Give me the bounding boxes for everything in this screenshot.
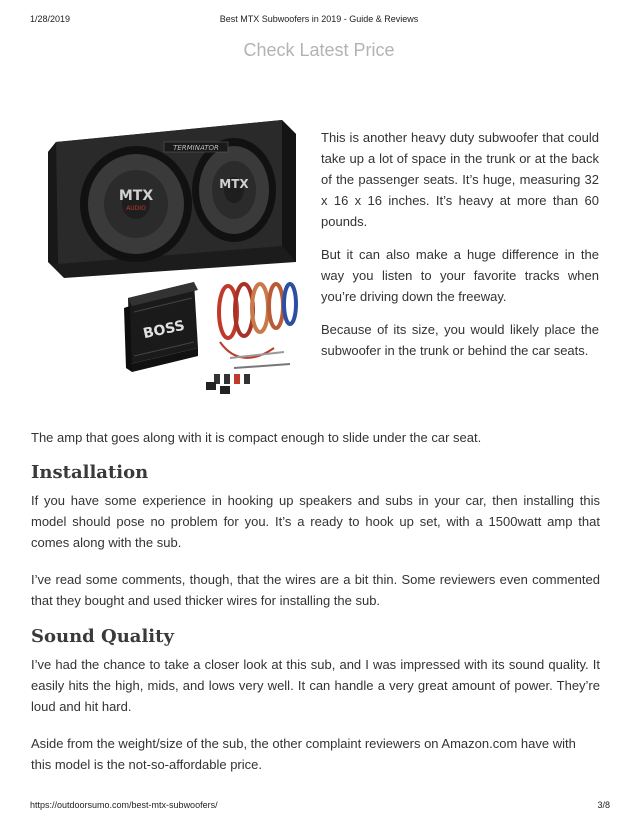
product-description (321, 127, 599, 373)
sound-quality-heading: Sound Quality (31, 626, 174, 647)
description-paragraph: Because of its size, you would likely place the subwoofer in the trunk or behind the car seats. (321, 322, 599, 358)
installation-text: If you have some experience in hooking up speakers and subs in your car, then installing this model should pose no problem for you. It’s a ready to hook up set, with a 1500watt amp that comes along with the sub. (31, 493, 600, 550)
sound-quality-text: I’ve had the chance to take a closer look at this sub, and I was impressed with its sound quality. It easily hits the high, mids, and lows very well. It can handle a very great amount of power. They’re loud and hit hard. (31, 657, 600, 714)
sound-quality-paragraph-1 (31, 654, 600, 717)
installation-paragraph-2 (31, 569, 600, 611)
product-image (34, 112, 304, 398)
installation-heading: Installation (31, 462, 149, 483)
description-paragraph: This is another heavy duty subwoofer that could take up a lot of space in the trunk or at the back of the passenger seats. It’s huge, measuring 32 x 16 x 16 inches. It’s heavy at more than 60 pounds. (321, 130, 599, 229)
check-latest-price-link[interactable]: Check Latest Price (243, 40, 395, 60)
left-woofer-sublogo: AUDIO (126, 205, 146, 212)
left-woofer (80, 146, 192, 262)
page-number: 3/8 (597, 800, 610, 810)
left-woofer-logo: MTX (118, 188, 154, 204)
installation-paragraph-1 (31, 490, 600, 553)
description-paragraph: But it can also make a huge difference in the way you listen to your favorite tracks when you’re driving down the freeway. (321, 247, 599, 304)
right-woofer-logo: MTX (219, 177, 249, 191)
enclosure-badge-text: TERMINATOR (173, 144, 219, 152)
installation-text: I’ve read some comments, though, that the wires are a bit thin. Some reviewers even commented that they bought and used thicker wires for installing the sub. (31, 572, 600, 608)
connectors (206, 374, 250, 394)
amp-paragraph (31, 427, 600, 448)
print-date: 1/28/2019 (30, 14, 71, 24)
wiring-kit (219, 284, 296, 368)
print-url: https://outdoorsumo.com/best-mtx-subwoofers/ (30, 800, 218, 810)
amplifier-logo: BOSS (141, 317, 187, 343)
print-page-title: Best MTX Subwoofers in 2019 - Guide & Reviews (219, 14, 419, 24)
amp-sentence: The amp that goes along with it is compact enough to slide under the car seat. (31, 430, 482, 445)
sound-quality-paragraph-2 (31, 733, 576, 775)
sound-quality-text: Aside from the weight/size of the sub, the other complaint reviewers on Amazon.com have with this model is the not-so-affordable price. (31, 736, 576, 772)
